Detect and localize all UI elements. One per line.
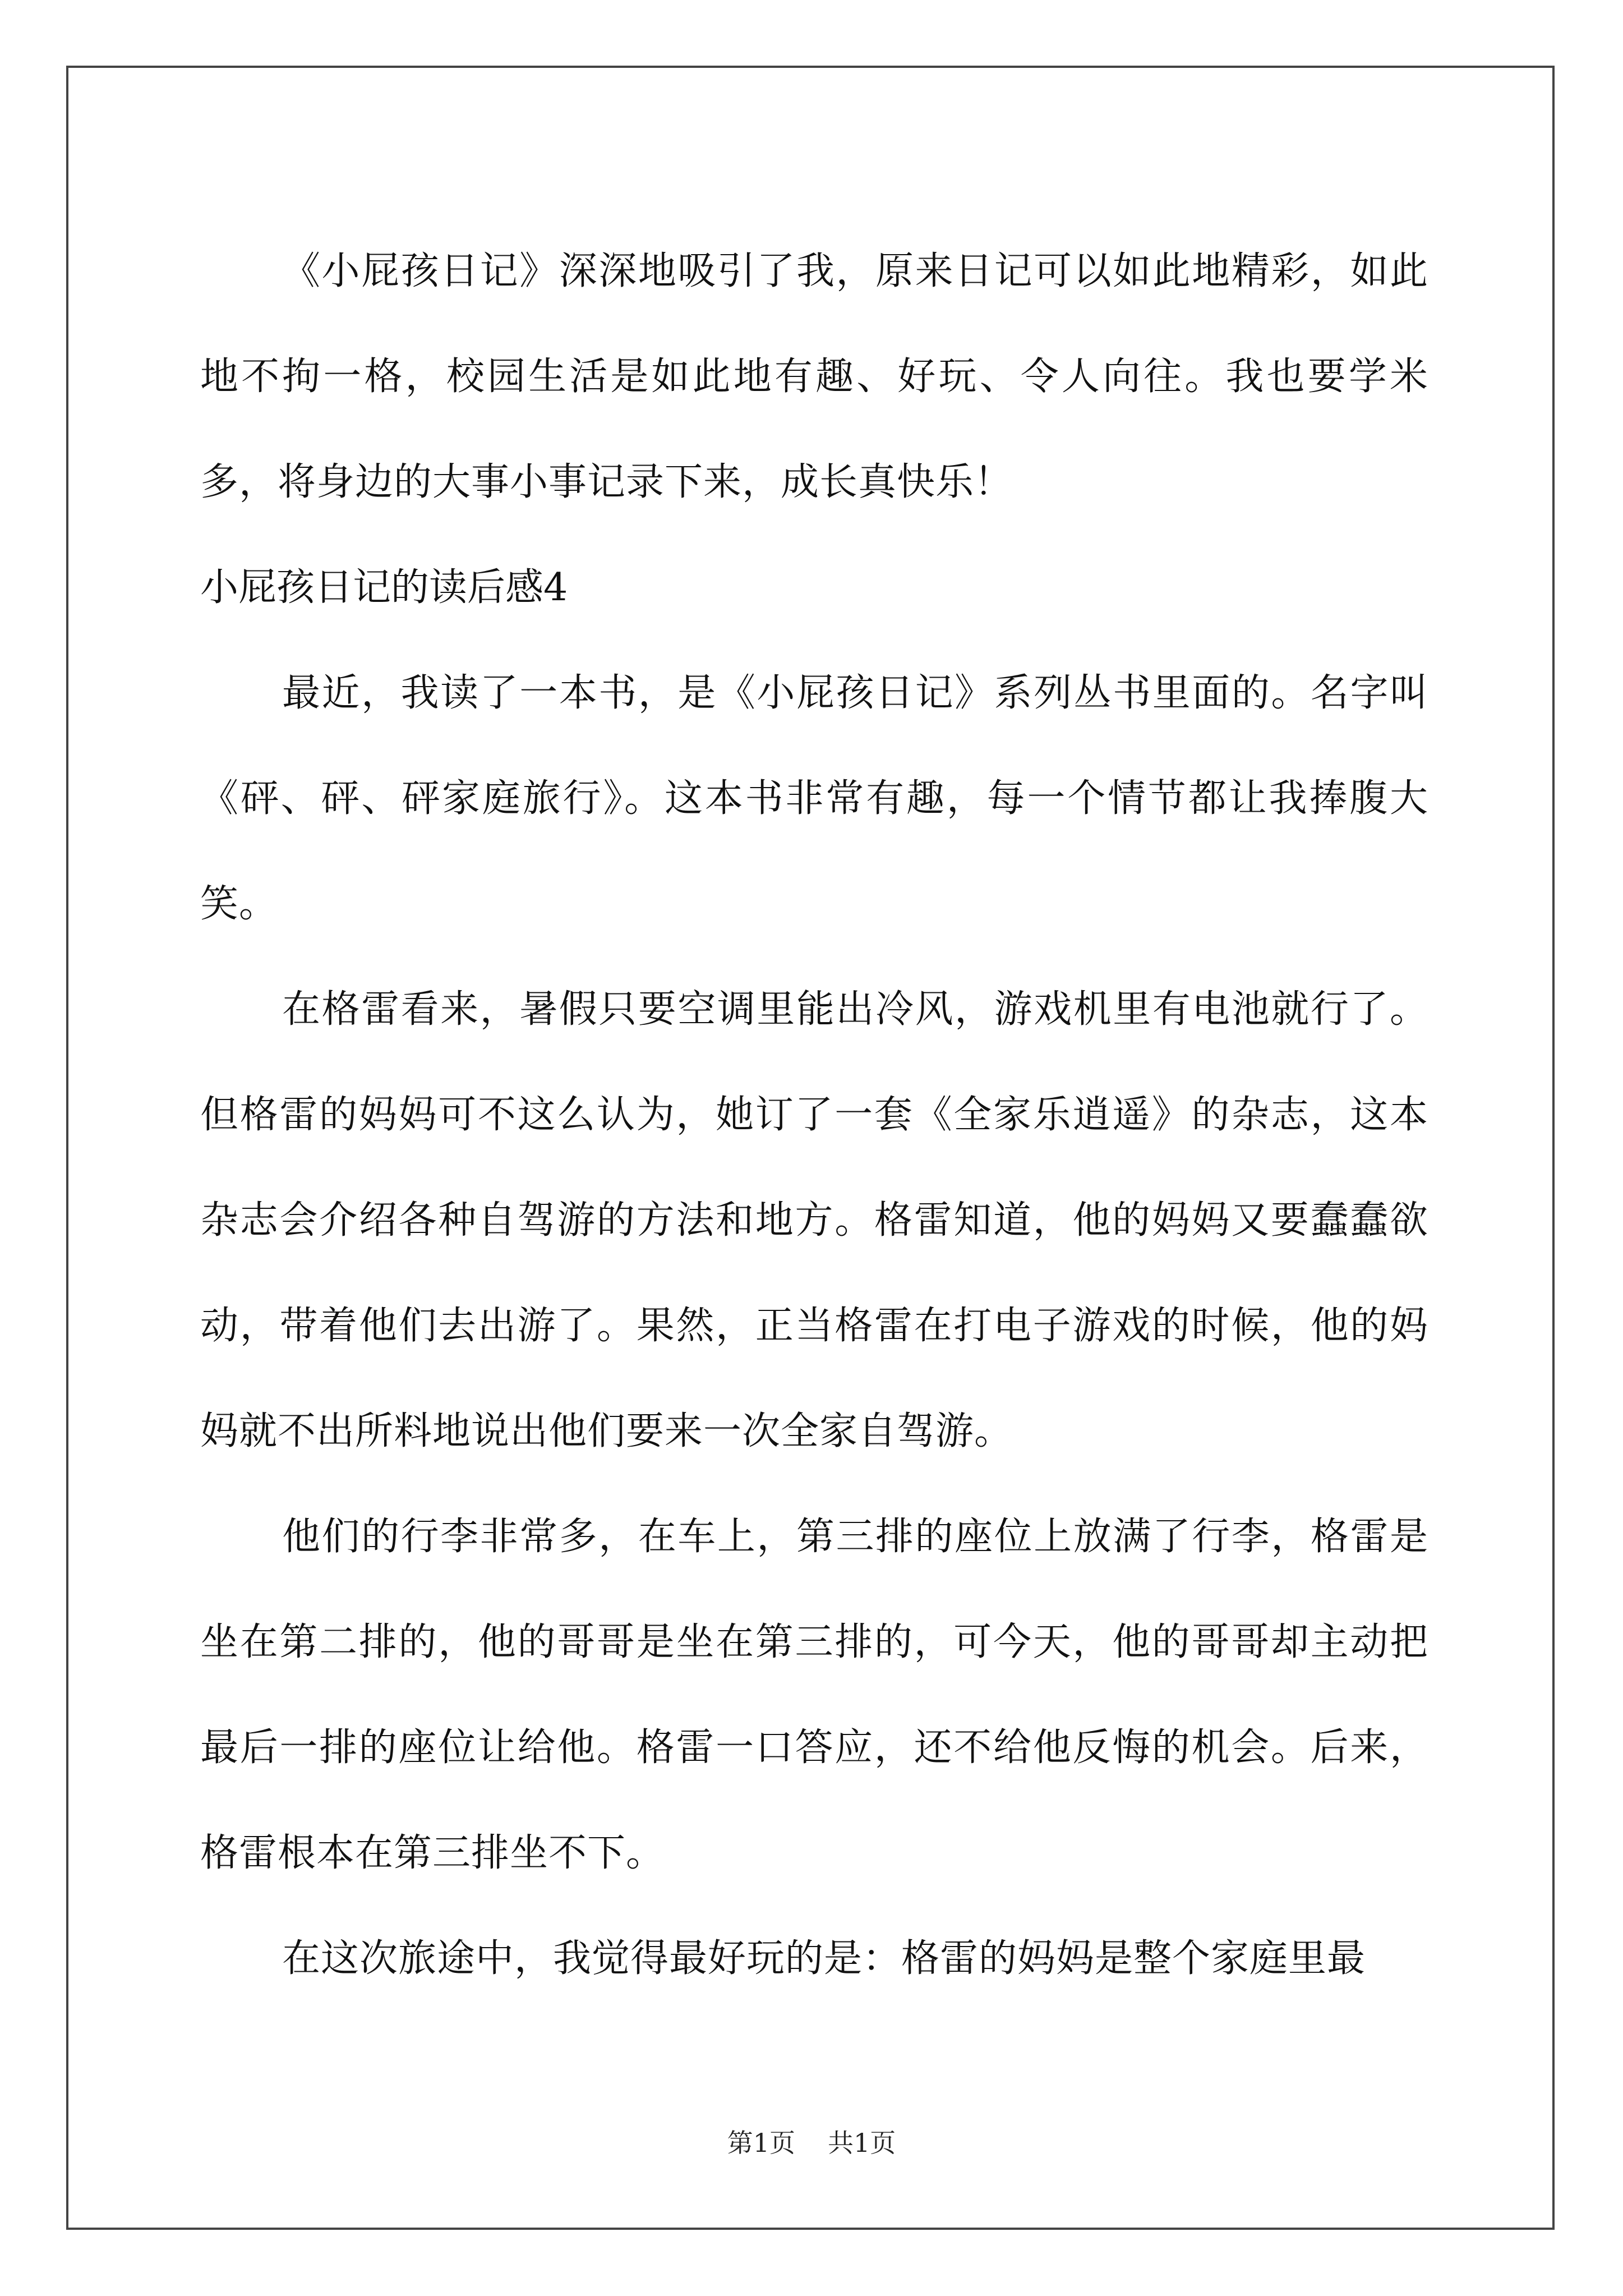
page-total: 共1页 [828,2128,896,2158]
page-footer [0,2126,1623,2160]
paragraph-summer-plan: 在格雷看来，暑假只要空调里能出冷风，游戏机里有电池就行了。但格雷的妈妈可不这么认为，她订了一套《全家乐逍遥》的杂志，这本杂志会介绍各种自驾游的方法和地方。格雷知道，他的妈妈又要蠢蠢欲动，带着他们去出游了。果然，正当格雷在打电子游戏的时候，他的妈妈就不出所料地说出他们要来一次全家自驾游。 [200,987,1428,1453]
paragraph-intro-conclusion: 《小屁孩日记》深深地吸引了我，原来日记可以如此地精彩，如此地不拘一格，校园生活是如此地有趣、好玩、令人向往。我也要学米多，将身边的大事小事记录下来，成长真快乐！ [200,249,1428,504]
paragraph-book-intro: 最近，我读了一本书，是《小屁孩日记》系列丛书里面的。名字叫《砰、砰、砰家庭旅行》。这本书非常有趣，每一个情节都让我捧腹大笑。 [200,671,1428,926]
paragraph-journey: 在这次旅途中，我觉得最好玩的是：格雷的妈妈是整个家庭里最 [282,1936,1366,1981]
section-heading: 小屁孩日记的读后感4 [200,565,568,610]
document-body [200,219,1428,2012]
page-number: 第1页 [727,2128,795,2158]
paragraph-car-seating: 他们的行李非常多，在车上，第三排的座位上放满了行李，格雷是坐在第二排的，他的哥哥是坐在第三排的，可今天，他的哥哥却主动把最后一排的座位让给他。格雷一口答应，还不给他反悔的机会。后来，格雷根本在第三排坐不下。 [200,1515,1428,1875]
